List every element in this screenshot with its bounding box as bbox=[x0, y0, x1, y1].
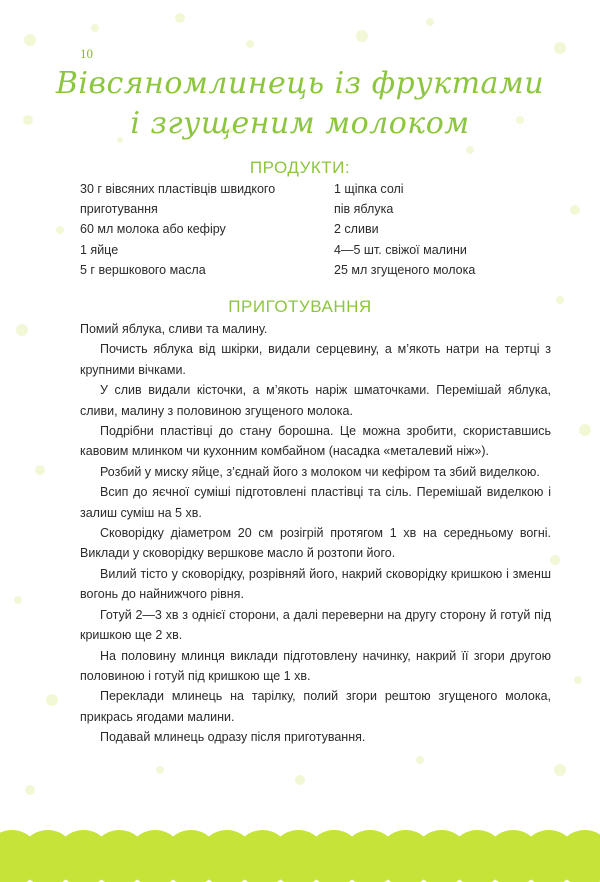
decorative-dot bbox=[550, 555, 560, 565]
preparation-step: Помий яблука, сливи та малину. bbox=[80, 322, 268, 336]
ingredient-item: 1 яйце bbox=[80, 242, 119, 257]
decorative-dot bbox=[416, 756, 424, 764]
preparation-step: Переклади млинець на тарілку, полий згори рештою згущеного молока, прикрась ягодами малини. bbox=[80, 689, 551, 724]
decorative-dot bbox=[356, 30, 368, 42]
preparation-steps bbox=[80, 319, 551, 748]
ingredient-item: пів яблука bbox=[334, 202, 394, 217]
preparation-step: Розбий у миску яйце, з’єднай його з молоком чи кефіром та збий виделкою. bbox=[100, 464, 540, 479]
decorative-dot bbox=[46, 694, 58, 706]
recipe-title-line-2: і згущеним молоком bbox=[130, 106, 470, 141]
page-number: 10 bbox=[80, 46, 93, 61]
decorative-dot bbox=[426, 18, 434, 26]
preparation-step: У слив видали кісточки, а м’якоть наріж шматочками. Перемішай яблука, сливи, малину з половиною згущеного молока. bbox=[80, 383, 551, 418]
preparation-step: Готуй 2—3 хв з однієї сторони, а далі переверни на другу сторону й готуй під кришкою ще 2 хв. bbox=[80, 607, 551, 643]
decorative-dot bbox=[574, 676, 582, 684]
decorative-bottom-dots bbox=[0, 814, 600, 882]
decorative-dot bbox=[24, 34, 36, 46]
ingredient-item: 4—5 шт. свіжої малини bbox=[334, 242, 467, 257]
decorative-dot bbox=[35, 465, 45, 475]
ingredients-right-column bbox=[334, 179, 534, 280]
decorative-dot bbox=[554, 42, 566, 54]
ingredients-heading: ПРОДУКТИ: bbox=[249, 158, 351, 177]
ingredient-item: 2 сливи bbox=[334, 222, 379, 237]
decorative-dot bbox=[14, 596, 22, 604]
decorative-dot bbox=[570, 205, 580, 215]
decorative-dot bbox=[25, 785, 35, 795]
ingredient-item: 5 г вершкового масла bbox=[80, 262, 206, 277]
preparation-step: На половину млинця виклади підготовлену начинку, накрий її згори другою половиною і готуй під кришкою ще 1 хв. bbox=[80, 648, 551, 683]
ingredient-item: 30 г вівсяних пластівців швидкого bbox=[80, 182, 276, 196]
preparation-heading: ПРИГОТУВАННЯ bbox=[228, 297, 372, 316]
decorative-dot bbox=[175, 13, 185, 23]
ingredient-item: приготування bbox=[80, 202, 158, 217]
preparation-step: Почисть яблука від шкірки, видали серцевину, а м’якоть натри на тертці з крупними вічками. bbox=[80, 342, 551, 377]
decorative-dot bbox=[56, 226, 64, 234]
decorative-dot bbox=[554, 764, 566, 776]
preparation-step: Всип до яєчної суміші підготовлені пластівці та сіль. Перемішай виделкою і залиш суміш на 5 хв. bbox=[80, 485, 551, 520]
recipe-title bbox=[0, 64, 600, 144]
decorative-dot bbox=[466, 146, 474, 154]
decorative-dot bbox=[579, 424, 591, 436]
ingredient-item: 60 мл молока або кефіру bbox=[80, 222, 226, 237]
preparation-step: Подрібни пластівці до стану борошна. Це можна зробити, скориставшись кавовим млинком чи кухонним комбайном (насадка «металевий ніж»). bbox=[80, 424, 551, 459]
ingredient-item: 1 щіпка солі bbox=[334, 182, 404, 196]
recipe-title-line-1: Вівсяномлинець із фруктами bbox=[55, 66, 545, 101]
decorative-dot bbox=[295, 775, 305, 785]
decorative-dot bbox=[156, 766, 164, 774]
decorative-dot bbox=[16, 324, 28, 336]
decorative-dot bbox=[91, 24, 99, 32]
ingredient-item: 25 мл згущеного молока bbox=[334, 262, 476, 277]
preparation-step: Сковорідку діаметром 20 см розігрій протягом 1 хв на середньому вогні. Виклади у сковорідку вершкове масло й розтопи його. bbox=[80, 526, 551, 561]
ingredients-left-column bbox=[80, 179, 320, 280]
preparation-step: Вилий тісто у сковорідку, розрівняй його, накрий сковорідку кришкою і зменш вогонь до найнижчого рівня. bbox=[80, 566, 551, 602]
decorative-dot bbox=[246, 40, 254, 48]
preparation-step: Подавай млинець одразу після приготування. bbox=[100, 730, 366, 745]
